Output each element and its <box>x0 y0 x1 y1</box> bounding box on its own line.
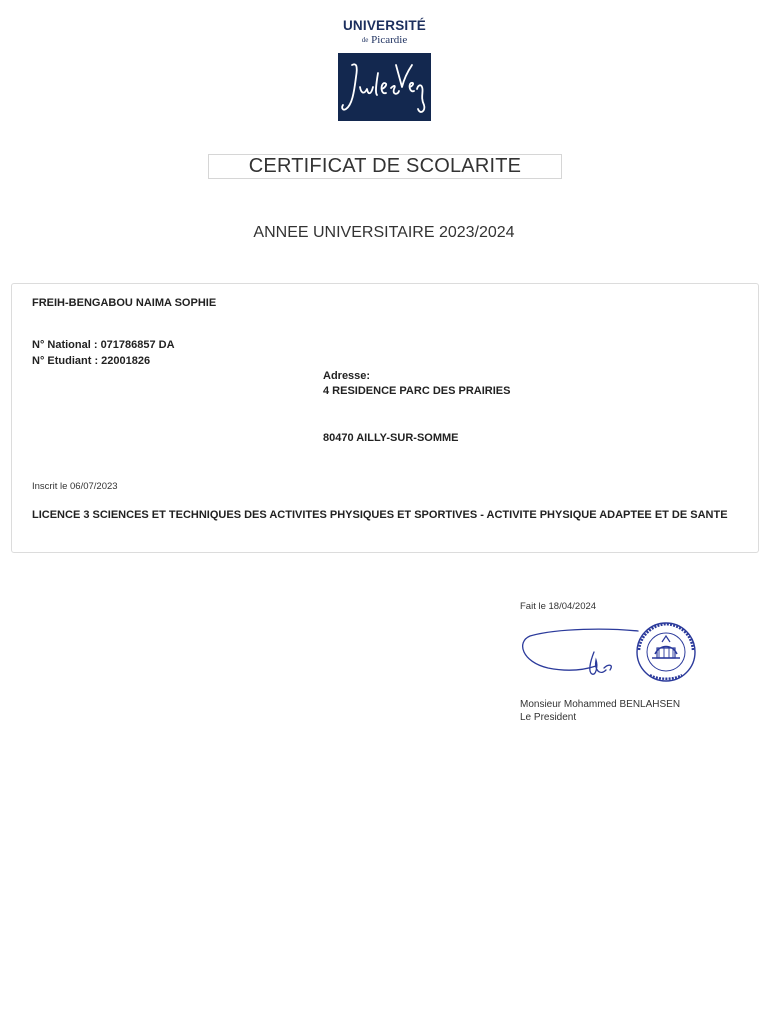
issue-date: Fait le 18/04/2024 <box>520 601 597 612</box>
logo-jules-verne-signature <box>338 53 431 121</box>
page-title: CERTIFICAT DE SCOLARITE <box>248 155 522 177</box>
logo-university-text: UNIVERSITÉ <box>342 18 426 33</box>
address-line-1: 4 RESIDENCE PARC DES PRAIRIES <box>323 385 511 397</box>
academic-year: ANNEE UNIVERSITAIRE 2023/2024 <box>253 224 515 241</box>
logo-picardie-text: $^{de}$ Picardie <box>361 34 408 46</box>
official-stamp-icon <box>637 623 695 681</box>
address-line-2: 80470 AILLY-SUR-SOMME <box>323 432 459 444</box>
address-label: Adresse: <box>323 370 371 382</box>
certificate-title-box <box>208 154 562 179</box>
signature-and-stamp <box>518 620 700 692</box>
student-name: FREIH-BENGABOU NAIMA SOPHIE <box>32 297 217 309</box>
student-info-card <box>11 283 759 553</box>
enrollment-date: Inscrit le 06/07/2023 <box>32 481 118 492</box>
student-number: N° Etudiant : 22001826 <box>32 355 151 367</box>
university-logo <box>338 19 431 121</box>
signer-name: Monsieur Mohammed BENLAHSEN <box>520 699 681 710</box>
handwritten-signature <box>523 629 638 674</box>
program-name: LICENCE 3 SCIENCES ET TECHNIQUES DES ACTIVITES PHYSIQUES ET SPORTIVES - ACTIVITE PHYSIQUE ADAPTEE ET DE SANTE <box>32 509 728 521</box>
national-number: N° National : 071786857 DA <box>32 339 175 351</box>
signer-role: Le President <box>520 712 577 723</box>
